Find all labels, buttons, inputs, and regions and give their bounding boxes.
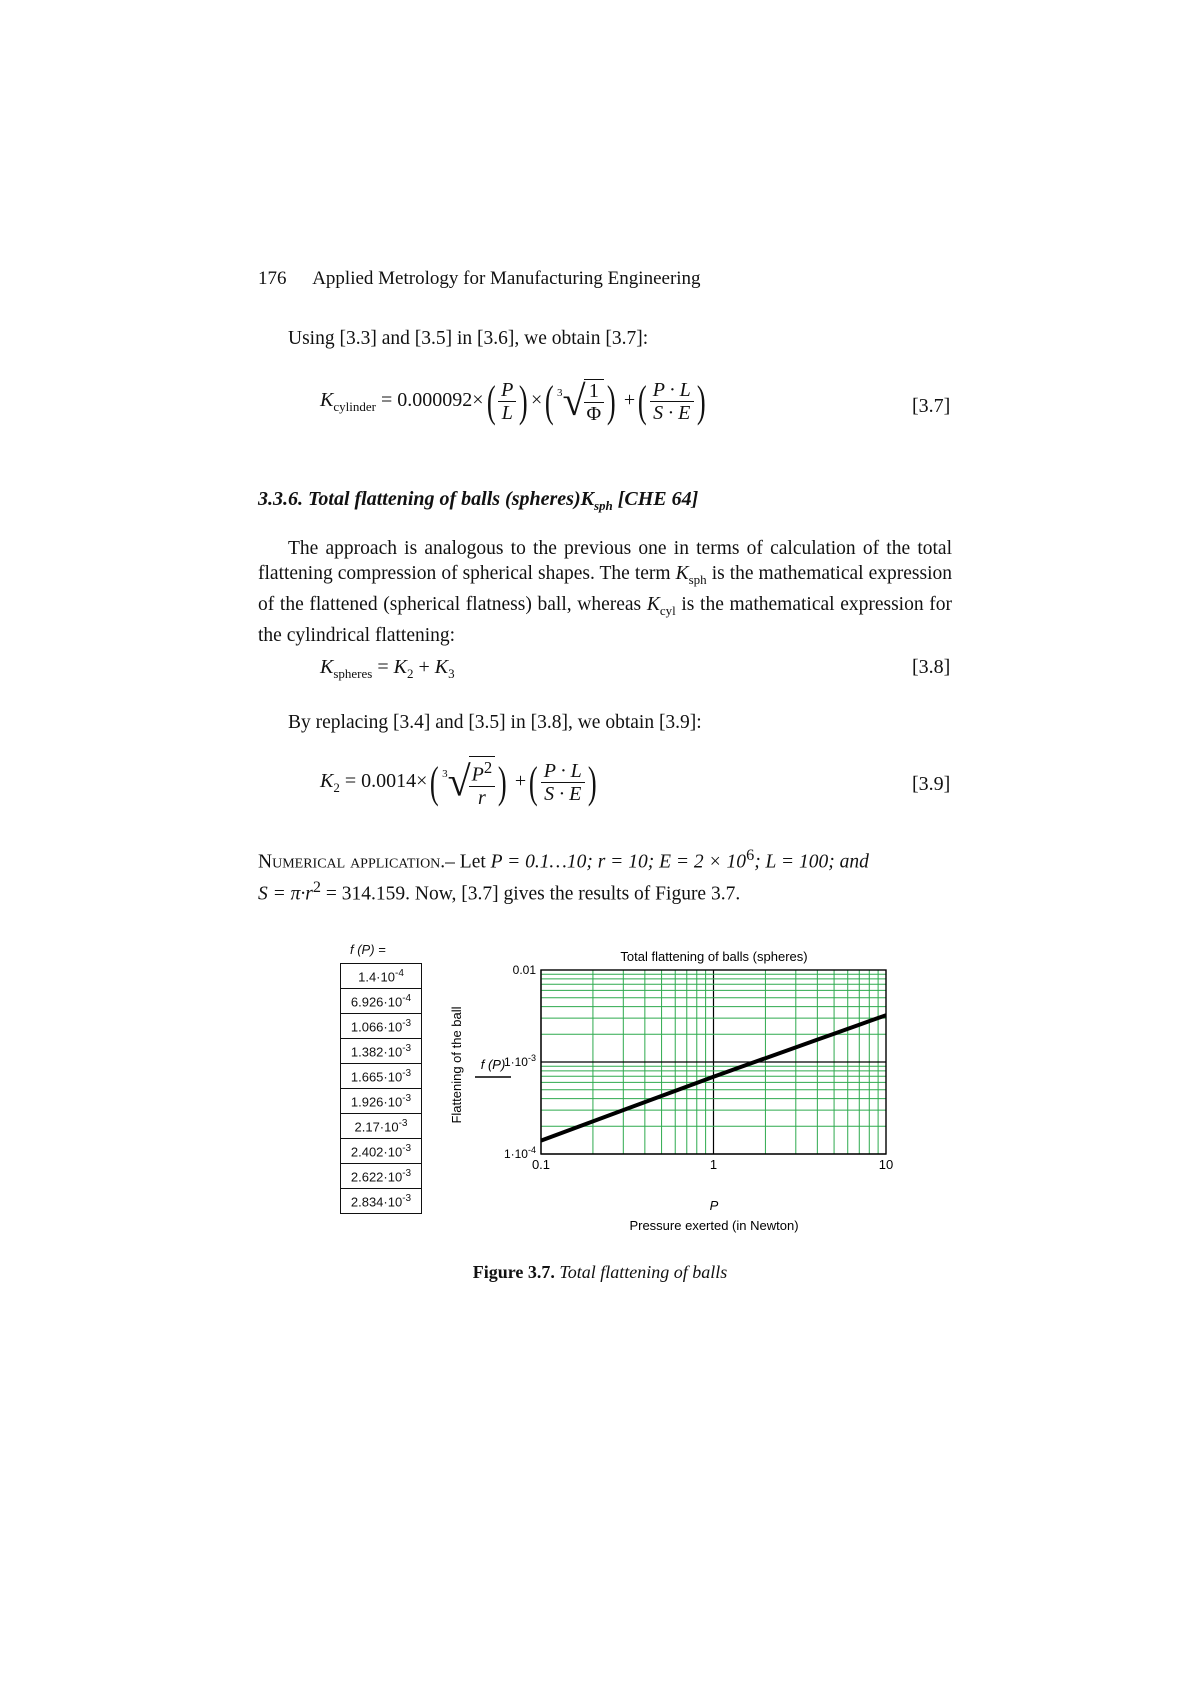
fp-table-cell [341,1164,422,1189]
fp-value-base: 1.665·10 [350,1069,403,1085]
fp-table-row [341,964,422,989]
fp-table-row [341,989,422,1014]
fp-table-cell [341,1139,422,1164]
fp-value-exponent: -4 [394,967,404,979]
numerical-application-label: Numerical application [258,851,441,873]
y-tick-exponent: -4 [527,1145,536,1155]
fp-value-exponent: -3 [402,1042,412,1054]
fp-value-base: 1.382·10 [350,1044,403,1060]
eq37-coef: 0.000092 [397,389,473,412]
eq39-times: × [416,769,428,792]
eq37-frac3-den: S · E [653,402,691,424]
fp-value-base: 2.834·10 [350,1194,403,1210]
equation-3-9: $K_2 = 0.0014\times$( $^3$√ $\frac{P^2}{r}$ ) +( $\frac{P \cdot L}{S \cdot E}$ ) [320,757,597,809]
fp-value-exponent: -3 [402,1017,412,1029]
figure-caption [0,1262,1200,1283]
p2-part-a: The approach is analogous to the previous one in terms of calculation of the total flattening compression of spherical shapes. The term [258,538,952,584]
fp-value-exponent: -3 [398,1117,408,1129]
eq38-term2-sub: 3 [448,666,455,681]
p2-part-b: is the mathematical expression of the flattened (spherical flatness) ball, whereas [258,563,952,615]
fp-table-cell [341,1089,422,1114]
y-tick-label [504,1053,536,1069]
y-axis-label: Flattening of the ball [449,1006,464,1124]
eq37-frac1-den: L [501,402,513,424]
figure-caption-label: Figure 3.7. [472,1262,555,1282]
x-axis-symbol: P [709,1198,719,1213]
x-tick-label: 1 [709,1157,718,1172]
paragraph-replacing: By replacing [3.4] and [3.5] in [3.8], we obtain [3.9]: [288,712,702,733]
p2-kcyl-sub: cyl [659,602,676,618]
eq39-frac-p2-r [469,757,496,809]
y-axis-symbol: f (P) [480,1057,506,1072]
fp-table-cell [341,1014,422,1039]
y-tick-base: 1·10 [503,1147,528,1161]
eq38-term2: K [434,656,449,678]
eq39-lhs-sub: 2 [333,779,340,795]
fp-table-cell [341,989,422,1014]
eq39-coef: 0.0014 [361,769,417,792]
fp-table-header: f (P) = [350,942,386,957]
x-tick-label: 0.1 [531,1157,551,1172]
eq37-frac2-num: 1 [584,380,605,403]
fp-value-exponent: -3 [402,1142,412,1154]
eq39-plus: + [514,769,527,792]
eq37-frac2-den: Φ [586,402,602,425]
eq38-term1: K [393,656,407,678]
p4-values: P = 0.1…10; r = 10; E = 2 × 10 [490,851,747,873]
chart-grid [541,970,886,1154]
p4-values-2: ; L = 100; and [754,851,869,873]
fp-table-row [341,1114,422,1139]
eq37-times-2: × [531,389,543,412]
fp-table-row [341,1164,422,1189]
p4-s-exponent: 2 [312,877,322,896]
equation-number-3-7: [3.7] [912,395,951,417]
flattening-chart [440,945,900,1235]
page-number: 176 [258,268,287,289]
equation-3-7: $K_{cylinder} = 0.000092\times$( $\frac{P}{L}$ ) ×( $^3$√ $\frac{1}{\Phi}$ ) +( $\frac{P \cdot L}{S \cdot E}$ ) [320,377,706,426]
fp-table-row [341,1189,422,1214]
equation-3-8 [320,656,455,682]
fp-value-exponent: -3 [402,1092,412,1104]
eq39-cube-root: $^3$√ $\frac{P^2}{r}$ [442,756,495,809]
eq39-equals: = [344,769,357,792]
eq38-plus: + [418,656,430,678]
eq38-lhs-sub: spheres [333,666,373,681]
p2-kcyl: K [646,593,660,615]
paragraph-numerical-application [258,843,952,906]
eq39-frac1-den: r [478,786,486,809]
eq37-times-1: × [472,389,484,412]
fp-value-base: 1.4·10 [358,969,395,985]
p2-ksph: K [675,563,689,584]
eq37-equals: = [380,389,393,412]
fp-table-row [341,1089,422,1114]
y-tick-exponent: -3 [527,1053,536,1063]
eq37-frac-1-phi [584,380,605,425]
fp-value-base: 1.926·10 [350,1094,403,1110]
eq37-frac1-num: P [498,379,516,402]
fp-value-base: 2.622·10 [350,1169,403,1185]
fp-value-exponent: -3 [402,1192,412,1204]
p4-dash: .– Let [440,851,491,873]
p4-exponent: 6 [746,846,755,864]
p4-line2-rest: = 314.159. Now, [3.7] gives the results of Figure 3.7. [321,883,741,904]
heading-text: Total flattening of balls (spheres) [308,488,581,510]
x-axis-label: Pressure exerted (in Newton) [629,1218,799,1233]
heading-reference: [CHE 64] [617,488,699,510]
fp-table-row [341,1064,422,1089]
eq39-frac2-den: S · E [544,782,582,805]
eq38-lhs: K [320,656,334,678]
eq37-root-index: 3 [556,387,563,400]
x-tick-label: 10 [878,1157,894,1172]
fp-table-cell [341,1114,422,1139]
eq39-frac1-sup: 2 [483,758,493,777]
eq39-frac1-num: P [471,763,484,786]
section-heading [258,488,698,514]
fp-value-exponent: -4 [402,992,412,1004]
running-title: Applied Metrology for Manufacturing Engineering [312,268,701,289]
chart-ticks [504,963,893,1172]
eq37-frac3-num: P · L [650,379,694,402]
fp-value-base: 2.402·10 [350,1144,403,1160]
eq37-frac-p-l [498,379,516,424]
heading-symbol: K [580,488,594,510]
paragraph-approach [258,536,952,648]
fp-table-row [341,1014,422,1039]
fp-table-cell [341,1039,422,1064]
fp-table-row [341,1039,422,1064]
heading-symbol-sub: sph [593,498,613,513]
paragraph-intro-eq37: Using [3.3] and [3.5] in [3.6], we obtain [3.7]: [288,328,649,349]
y-tick-base: 1·10 [503,1055,528,1069]
eq37-lhs-sub: cylinder [333,399,376,415]
fp-value-exponent: -3 [402,1067,412,1079]
eq38-equals: = [377,656,389,678]
fp-value-exponent: -3 [402,1167,412,1179]
p2-part-c: is the mathematical expression for the cylindrical flattening: [258,593,952,646]
eq39-frac-pl-se [541,760,585,805]
equation-number-3-9: [3.9] [912,773,951,795]
p4-s-formula: S = π·r [258,883,313,904]
fp-value-base: 1.066·10 [350,1019,403,1035]
fp-table-cell [341,964,422,989]
y-tick-label [513,963,537,977]
y-tick-base: 0.01 [512,963,536,977]
running-header [258,268,701,290]
eq37-plus: + [623,389,636,412]
figure-caption-text: Total flattening of balls [559,1262,728,1282]
eq39-frac2-num: P · L [541,760,585,783]
fp-table-cell [341,1064,422,1089]
fp-value-base: 6.926·10 [350,994,403,1010]
eq37-lhs: K [320,389,334,412]
p2-ksph-sub: sph [688,571,707,587]
eq39-lhs: K [320,769,334,792]
equation-number-3-8: [3.8] [912,656,951,678]
chart-title: Total flattening of balls (spheres) [620,949,808,964]
fp-table-cell [341,1189,422,1214]
fp-values-table [340,963,422,1214]
eq37-cube-root: $^3$√ $\frac{1}{\Phi}$ [557,378,604,426]
fp-value-base: 2.17·10 [354,1119,399,1135]
heading-number: 3.3.6. [258,488,303,510]
eq39-root-index: 3 [442,767,448,780]
eq38-term1-sub: 2 [406,666,414,681]
eq37-frac-pl-se [650,379,694,424]
fp-table-row [341,1139,422,1164]
